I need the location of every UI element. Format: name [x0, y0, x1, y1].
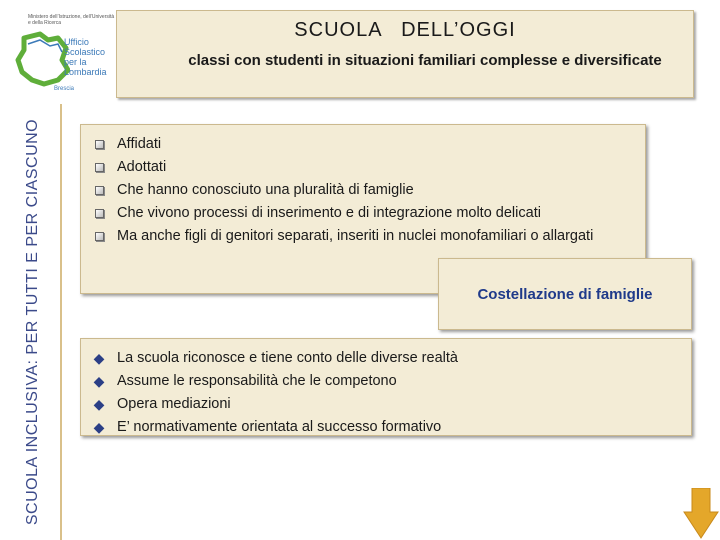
- list-item: [89, 393, 681, 416]
- list-item-text: E’ normativamente orientata al successo formativo: [117, 419, 442, 435]
- logo-city: Brescia: [54, 86, 75, 92]
- list-item-text: Ma anche figli di genitori separati, inseriti in nuclei monofamiliari o allargati: [117, 228, 594, 244]
- logo: [8, 12, 116, 96]
- vertical-caption: [18, 112, 48, 532]
- diamond-icon: ◆: [93, 350, 105, 366]
- callout-label: Costellazione di famiglie: [477, 285, 653, 303]
- checkbox-square-icon: [89, 202, 109, 225]
- diamond-icon: ◆: [93, 373, 105, 389]
- list-item-text: Opera mediazioni: [117, 396, 231, 412]
- page-title: SCUOLA DELL’OGGI: [294, 19, 516, 41]
- list-item: [89, 156, 635, 179]
- list-1: [89, 133, 635, 248]
- page-subtitle: classi con studenti in situazioni familiari complesse e diversificate: [188, 52, 662, 69]
- checkbox-square-icon: [89, 179, 109, 202]
- list-item: [89, 179, 635, 202]
- list-item: [89, 225, 635, 248]
- list-item: [89, 416, 681, 439]
- list-item: [89, 370, 681, 393]
- list-item-text: Adottati: [117, 159, 167, 175]
- list-item: [89, 202, 635, 225]
- list-item: [89, 133, 635, 156]
- list-item: [89, 347, 681, 370]
- header-box: [116, 10, 694, 98]
- list-item-text: La scuola riconosce e tiene conto delle diverse realtà: [117, 350, 458, 366]
- side-divider: [60, 104, 62, 540]
- logo-ministry-text: Ministero dell’Istruzione, dell’Università e della Ricerca: [28, 14, 115, 26]
- list-item-text: Che hanno conosciuto una pluralità di famiglie: [117, 182, 414, 198]
- logo-office-line: Scolastico: [64, 47, 106, 57]
- callout-box: [438, 258, 692, 330]
- checkbox-square-icon: [89, 133, 109, 156]
- list-2: [89, 347, 681, 439]
- vertical-caption-text: SCUOLA INCLUSIVA: PER TUTTI E PER CIASCUNO: [24, 118, 42, 526]
- list-item-text: Assume le responsabilità che le competono: [117, 373, 397, 389]
- diamond-icon: ◆: [93, 396, 105, 412]
- diamond-icon: ◆: [93, 419, 105, 435]
- logo-office-line: Lombardia: [64, 67, 107, 77]
- list-item-text: Che vivono processi di inserimento e di integrazione molto delicati: [117, 205, 541, 221]
- logo-office-line: Ufficio: [64, 37, 89, 47]
- list-panel-2: [80, 338, 692, 436]
- lombardia-map-icon: [14, 30, 70, 88]
- down-arrow-icon[interactable]: [682, 488, 720, 540]
- checkbox-square-icon: [89, 225, 109, 248]
- checkbox-square-icon: [89, 156, 109, 179]
- logo-office-line: per la: [64, 57, 87, 67]
- logo-office-text: [64, 37, 107, 77]
- list-item-text: Affidati: [117, 136, 162, 152]
